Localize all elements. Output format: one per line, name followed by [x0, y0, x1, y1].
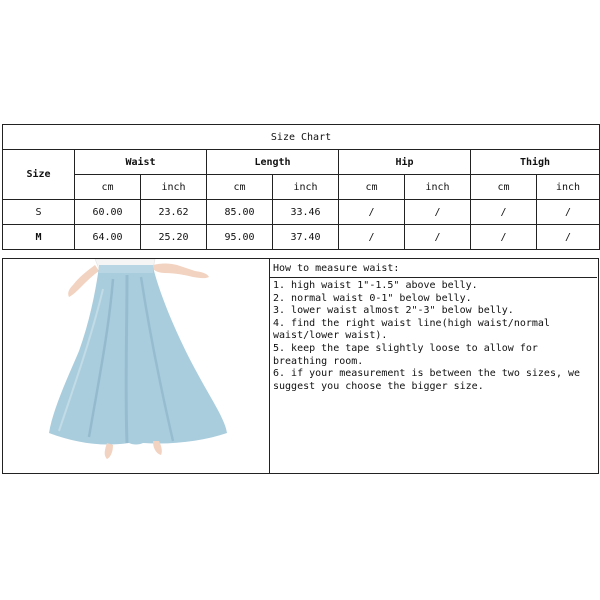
- unit-header: cm: [471, 175, 537, 200]
- waistband: [99, 265, 153, 273]
- table-row: [3, 200, 600, 225]
- unit-header: inch: [537, 175, 600, 200]
- instructions-list: [270, 278, 597, 393]
- unit-header: cm: [339, 175, 405, 200]
- left-arm: [68, 265, 99, 297]
- table-cell: 37.40: [273, 225, 339, 250]
- thigh-header: Thigh: [471, 150, 600, 175]
- left-foot: [105, 443, 113, 459]
- instruction-item: 4. find the right waist line(high waist/normal waist/lower waist).: [273, 317, 550, 342]
- skirt: [49, 267, 227, 445]
- size-chart-table: [2, 124, 600, 250]
- table-cell: /: [537, 225, 600, 250]
- table-cell: 33.46: [273, 200, 339, 225]
- measure-guide-panel: [2, 258, 599, 474]
- instruction-item: 6. if your measurement is between the two sizes, we suggest you choose the bigger size.: [273, 368, 581, 392]
- table-row: [3, 225, 600, 250]
- instruction-item: 3. lower waist almost 2"-3" below belly.: [273, 305, 514, 317]
- unit-header: inch: [273, 175, 339, 200]
- table-cell: 95.00: [207, 225, 273, 250]
- instruction-item: 2. normal waist 0-1" below belly.: [273, 292, 472, 304]
- table-cell: /: [537, 200, 600, 225]
- table-cell: 64.00: [75, 225, 141, 250]
- right-arm: [153, 264, 209, 279]
- table-cell: /: [339, 225, 405, 250]
- table-cell: 85.00: [207, 200, 273, 225]
- table-cell: 23.62: [141, 200, 207, 225]
- unit-header: cm: [75, 175, 141, 200]
- table-cell: /: [339, 200, 405, 225]
- table-cell: /: [471, 200, 537, 225]
- table-cell: /: [405, 200, 471, 225]
- measure-instructions: [270, 259, 597, 473]
- unit-header: inch: [405, 175, 471, 200]
- skirt-fold: [126, 275, 127, 443]
- product-photo: [3, 259, 270, 473]
- size-cell: M: [3, 225, 75, 250]
- table-cell: /: [471, 225, 537, 250]
- instructions-title: How to measure waist:: [270, 259, 597, 278]
- size-header: Size: [3, 150, 75, 200]
- length-header: Length: [207, 150, 339, 175]
- table-cell: 25.20: [141, 225, 207, 250]
- instruction-item: 5. keep the tape slightly loose to allow for breathing room.: [273, 342, 538, 367]
- size-chart-title: Size Chart: [3, 125, 600, 150]
- table-cell: /: [405, 225, 471, 250]
- skirt-model-image: [3, 259, 269, 473]
- instruction-item: 1. high waist 1"-1.5" above belly.: [273, 280, 478, 291]
- unit-header: inch: [141, 175, 207, 200]
- table-cell: 60.00: [75, 200, 141, 225]
- size-cell: S: [3, 200, 75, 225]
- hip-header: Hip: [339, 150, 471, 175]
- unit-header: cm: [207, 175, 273, 200]
- waist-header: Waist: [75, 150, 207, 175]
